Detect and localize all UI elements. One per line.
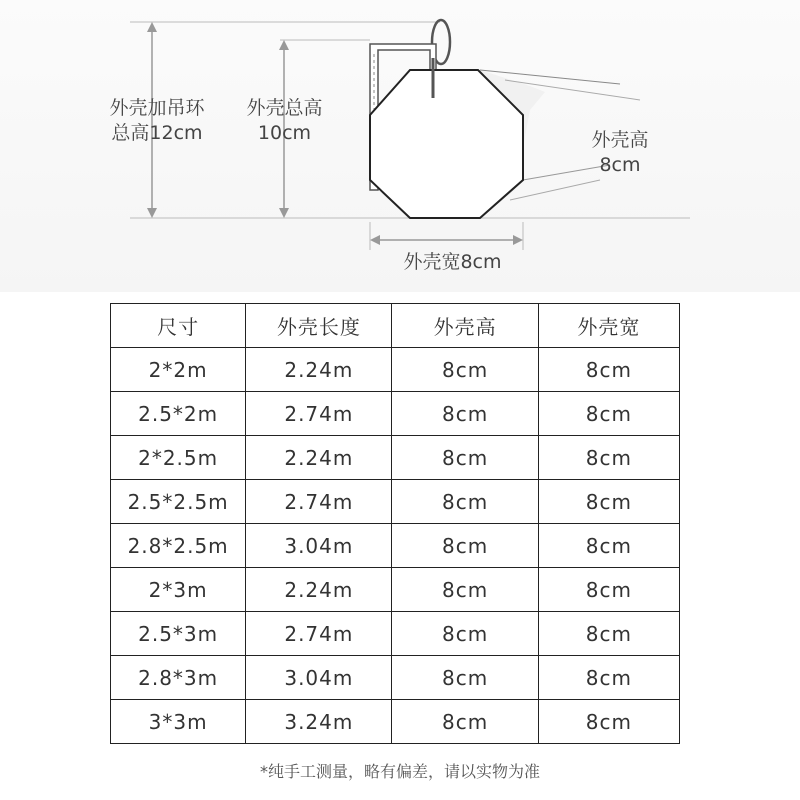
table-row xyxy=(111,348,680,392)
cell-height: 8cm xyxy=(392,436,538,480)
size-spec-table xyxy=(110,303,680,744)
cell-height: 8cm xyxy=(392,656,538,700)
header-shell-height: 外壳高 xyxy=(392,304,538,348)
table-row xyxy=(111,524,680,568)
cell-height: 8cm xyxy=(392,568,538,612)
cell-width: 8cm xyxy=(538,700,679,744)
cell-size: 2*2m xyxy=(111,348,246,392)
cell-length: 3.04m xyxy=(246,656,392,700)
shell-height-label-line1: 外壳高 xyxy=(591,129,649,151)
cell-size: 2.5*2.5m xyxy=(111,480,246,524)
shell-height-label xyxy=(578,128,662,178)
cell-width: 8cm xyxy=(538,348,679,392)
cell-length: 2.24m xyxy=(246,348,392,392)
shell-height-label-line2: 8cm xyxy=(599,154,641,176)
table-row xyxy=(111,656,680,700)
shell-total-label-line1: 外壳总高 xyxy=(246,97,323,119)
total-height-label xyxy=(92,96,222,146)
cell-size: 2*2.5m xyxy=(111,436,246,480)
total-height-label-line1: 外壳加吊环 xyxy=(109,97,205,119)
cell-width: 8cm xyxy=(538,392,679,436)
cell-length: 2.74m xyxy=(246,480,392,524)
cell-size: 2.5*2m xyxy=(111,392,246,436)
cell-width: 8cm xyxy=(538,568,679,612)
shell-total-height-label xyxy=(232,96,337,146)
product-dimension-diagram xyxy=(0,0,800,292)
shell-drawing xyxy=(0,0,800,292)
table-row xyxy=(111,568,680,612)
cell-height: 8cm xyxy=(392,612,538,656)
table-header-row xyxy=(111,304,680,348)
cell-size: 2*3m xyxy=(111,568,246,612)
cell-width: 8cm xyxy=(538,524,679,568)
cell-width: 8cm xyxy=(538,436,679,480)
cell-size: 2.5*3m xyxy=(111,612,246,656)
cell-height: 8cm xyxy=(392,392,538,436)
cell-height: 8cm xyxy=(392,524,538,568)
table-row xyxy=(111,700,680,744)
measurement-note: *纯手工测量，略有偏差，请以实物为准 xyxy=(259,762,540,781)
table-row xyxy=(111,436,680,480)
cell-size: 3*3m xyxy=(111,700,246,744)
cell-width: 8cm xyxy=(538,480,679,524)
cell-length: 2.24m xyxy=(246,436,392,480)
header-shell-length: 外壳长度 xyxy=(246,304,392,348)
table-row xyxy=(111,612,680,656)
table-row xyxy=(111,392,680,436)
cell-width: 8cm xyxy=(538,612,679,656)
cell-length: 3.04m xyxy=(246,524,392,568)
cell-size: 2.8*2.5m xyxy=(111,524,246,568)
cell-length: 2.24m xyxy=(246,568,392,612)
header-shell-width: 外壳宽 xyxy=(538,304,679,348)
cell-size: 2.8*3m xyxy=(111,656,246,700)
total-height-label-line2: 总高12cm xyxy=(111,122,203,144)
table-row xyxy=(111,480,680,524)
cell-length: 2.74m xyxy=(246,392,392,436)
cell-height: 8cm xyxy=(392,480,538,524)
shell-total-label-line2: 10cm xyxy=(257,122,312,144)
cell-height: 8cm xyxy=(392,700,538,744)
shell-width-label: 外壳宽8cm xyxy=(403,251,502,273)
cell-length: 3.24m xyxy=(246,700,392,744)
cell-height: 8cm xyxy=(392,348,538,392)
cell-length: 2.74m xyxy=(246,612,392,656)
header-size: 尺寸 xyxy=(111,304,246,348)
cell-width: 8cm xyxy=(538,656,679,700)
